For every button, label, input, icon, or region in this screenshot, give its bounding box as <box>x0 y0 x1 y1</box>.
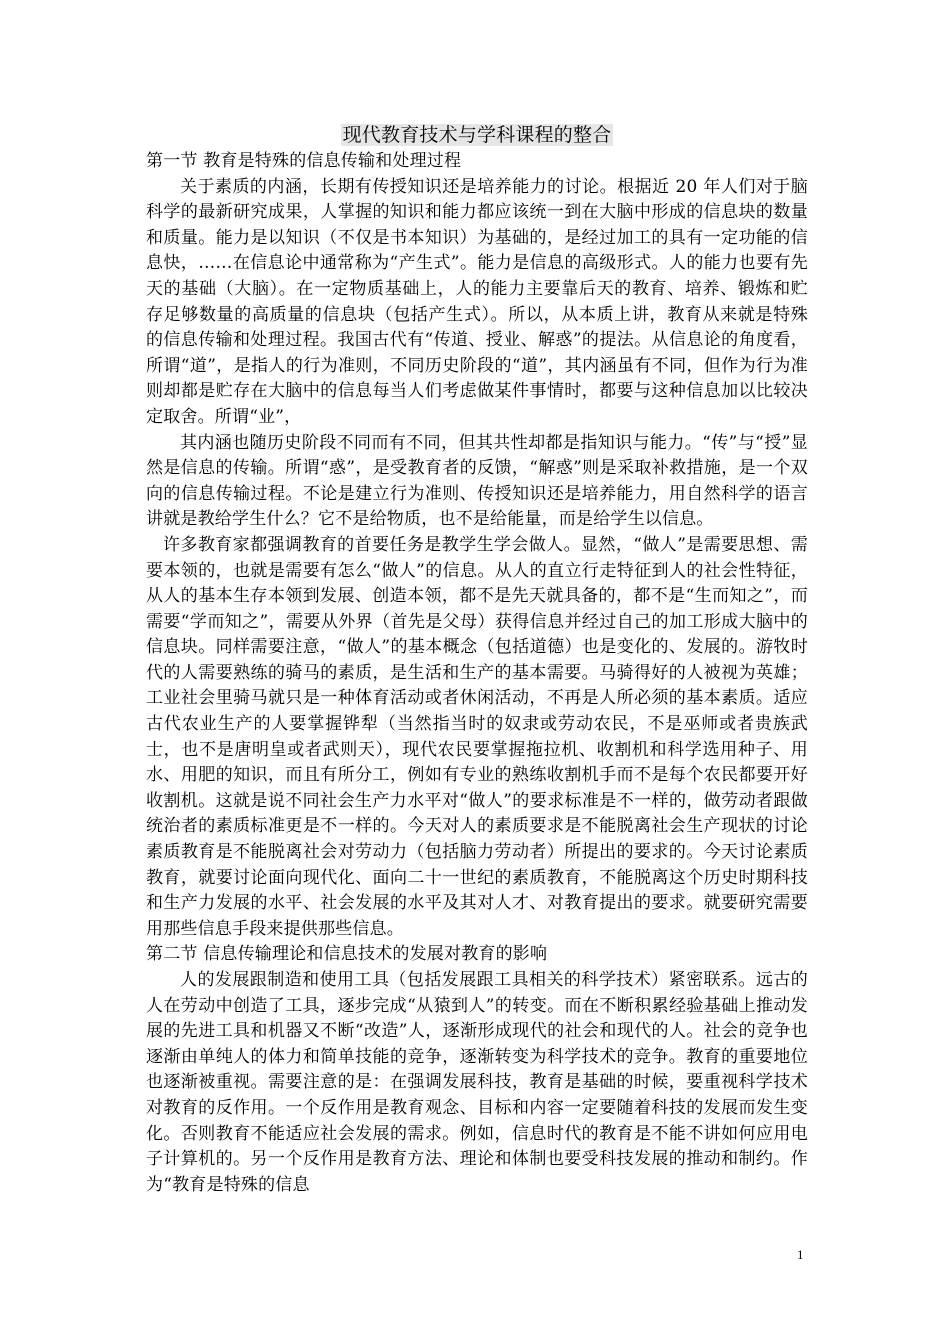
document-title <box>146 122 808 149</box>
paragraph: 许多教育家都强调教育的首要任务是教学生学会做人。显然，“做人”是需要思想、需要本领的，也就是需要有怎么“做人”的信息。从人的直立行走特征到人的社会性特征，从人的基本生存本领到发展、创造本领，都不是先天就具备的，都不是“生而知之”，而需要“学而知之”，需要从外界（首先是父母）获得信息并经过自己的加工形成大脑中的信息块。同样需要注意，“做人”的基本概念（包括道德）也是变化的、发展的。游牧时代的人需要熟练的骑马的素质，是生活和生产的基本需要。马骑得好的人被视为英雄；工业社会里骑马就只是一种体育活动或者休闲活动，不再是人所必须的基本素质。适应古代农业生产的人要掌握铧犁（当然指当时的奴隶或劳动农民，不是巫师或者贵族武士，也不是唐明皇或者武则天），现代农民要掌握拖拉机、收割机和科学选用种子、用水、用肥的知识，而且有所分工，例如有专业的熟练收割机手而不是每个农民都要开好收割机。这就是说不同社会生产力水平对“做人”的要求标准是不一样的，做劳动者跟做统治者的素质标准更是不一样的。今天对人的素质要求是不能脱离社会生产现状的讨论素质教育是不能脱离社会对劳动力（包括脑力劳动者）所提出的要求的。今天讨论素质教育，就要讨论面向现代化、面向二十一世纪的素质教育，不能脱离这个历史时期科技和生产力发展的水平、社会发展的水平及其对人才、对教育提出的要求。就要研究需要用那些信息手段来提供那些信息。 <box>146 534 808 939</box>
section-heading-1: 第一节 教育是特殊的信息传输和处理过程 <box>146 151 462 171</box>
paragraph: 人的发展跟制造和使用工具（包括发展跟工具相关的科学技术）紧密联系。远古的人在劳动中创造了工具，逐步完成“从猿到人”的转变。而在不断积累经验基础上推动发展的先进工具和机器又不断“改造”人，逐渐形成现代的社会和现代的人。社会的竞争也逐渐由单纯人的体力和简单技能的竞争，逐渐转变为科学技术的竞争。教育的重要地位也逐渐被重视。需要注意的是：在强调发展科技，教育是基础的时候，要重视科学技术对教育的反作用。一个反作用是教育观念、目标和内容一定要随着科技的发展而发生变化。否则教育不能适应社会发展的需求。例如，信息时代的教育是不能不讲如何应用电子计算机的。另一个反作用是教育方法、理论和体制也要受科技发展的推动和制约。作为“教育是特殊的信息 <box>146 970 808 1195</box>
paragraph: 关于素质的内涵，长期有传授知识还是培养能力的讨论。根据近 20 年人们对于脑科学的最新研究成果，人掌握的知识和能力都应该统一到在大脑中形成的信息块的数量和质量。能力是以知识（不仅是书本知识）为基础的，是经过加工的具有一定功能的信息快，……在信息论中通常称为“产生式”。能力是信息的高级形式。人的能力也要有先天的基础（大脑）。在一定物质基础上，人的能力主要靠后天的教育、培养、锻炼和贮存足够数量的高质量的信息块（包括产生式）。所以，从本质上讲，教育从来就是特殊的信息传输和处理过程。我国古代有“传道、授业、解惑”的提法。从信息论的角度看，所谓“道”，是指人的行为准则，不同历史阶段的“道”，其内涵虽有不同，但作为行为准则却都是贮存在大脑中的信息每当人们考虑做某件事情时，都要与这种信息加以比较决定取舍。所谓“业”， <box>146 176 808 427</box>
page-number: 1 <box>797 1247 804 1262</box>
paragraph: 其内涵也随历史阶段不同而有不同，但其共性却都是指知识与能力。“传”与“授”显然是信息的传输。所谓“惑”，是受教育者的反馈，“解惑”则是采取补救措施，是一个双向的信息传输过程。不论是建立行为准则、传授知识还是培养能力，用自然科学的语言讲就是教给学生什么？它不是给物质，也不是给能量，而是给学生以信息。 <box>146 432 808 530</box>
section-heading-2: 第二节 信息传输理论和信息技术的发展对教育的影响 <box>146 944 548 965</box>
document-body <box>146 122 808 1198</box>
document-title-text: 现代教育技术与学科课程的整合 <box>342 124 612 146</box>
